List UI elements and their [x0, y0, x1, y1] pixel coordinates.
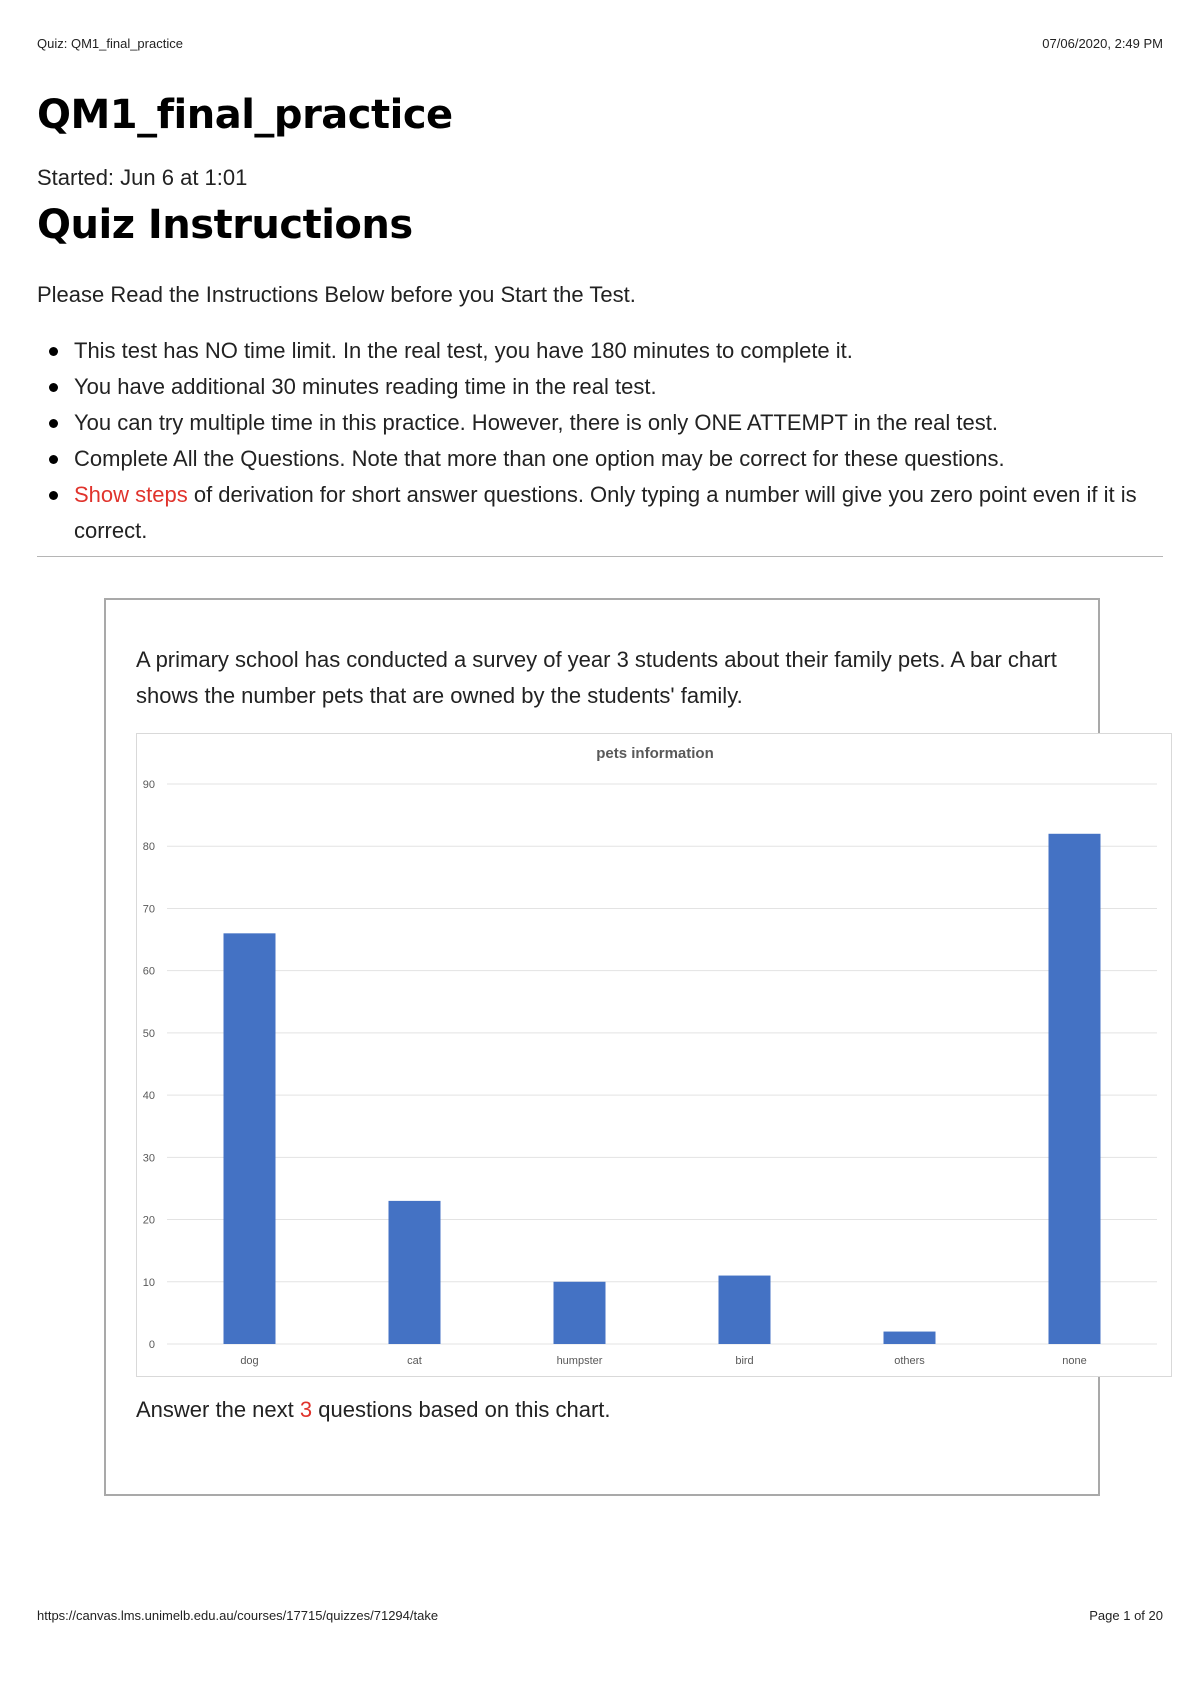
- chart-svg: [137, 734, 1173, 1378]
- x-tick-label: others: [894, 1355, 925, 1367]
- print-header-datetime: 07/06/2020, 2:49 PM: [1042, 36, 1163, 51]
- x-tick-label: none: [1062, 1355, 1087, 1367]
- bar-humpster: [554, 1282, 606, 1344]
- bar-dog: [224, 933, 276, 1344]
- quiz-title: QM1_final_practice: [37, 92, 453, 138]
- page-number: Page 1 of 20: [1089, 1608, 1163, 1623]
- question-text: A primary school has conducted a survey of year 3 students about their family pets. A bar chart shows the number pets that are owned by the students' family.: [136, 647, 1057, 708]
- print-header-title: Quiz: QM1_final_practice: [37, 36, 183, 51]
- y-tick-label: 50: [142, 1027, 155, 1040]
- y-tick-label: 30: [142, 1152, 155, 1165]
- x-tick-label: dog: [240, 1355, 259, 1367]
- instructions-intro: Please Read the Instructions Below before you Start the Test.: [37, 282, 636, 307]
- y-tick-label: 90: [142, 779, 155, 791]
- y-tick-label: 80: [142, 841, 155, 854]
- instruction-item: [37, 477, 1177, 549]
- instruction-item-text: of derivation for short answer questions. Only typing a number will give you zero point even if it is correct.: [74, 482, 1137, 543]
- quiz-started-time: Started: Jun 6 at 1:01: [37, 165, 248, 190]
- y-tick-label: 20: [142, 1214, 155, 1227]
- y-tick-label: 60: [142, 965, 155, 978]
- answer-count: 3: [299, 1397, 313, 1422]
- chart-title: pets information: [596, 745, 714, 762]
- instruction-item: Complete All the Questions. Note that more than one option may be correct for these questions.: [37, 441, 1177, 477]
- instructions-heading: Quiz Instructions: [37, 202, 413, 248]
- instruction-item: You can try multiple time in this practice. However, there is only ONE ATTEMPT in the real test.: [37, 405, 1177, 441]
- bar-bird: [719, 1276, 771, 1344]
- print-header: [37, 36, 1163, 52]
- y-tick-label: 70: [142, 903, 155, 916]
- x-tick-label: bird: [735, 1355, 754, 1367]
- instructions-list: [37, 333, 1177, 549]
- bar-none: [1049, 834, 1101, 1344]
- instruction-item: You have additional 30 minutes reading time in the real test.: [37, 369, 1177, 405]
- y-tick-label: 10: [142, 1276, 155, 1289]
- instruction-item: This test has NO time limit. In the real test, you have 180 minutes to complete it.: [37, 333, 1177, 369]
- x-tick-label: humpster: [556, 1355, 603, 1367]
- answer-prefix: Answer the next: [136, 1397, 300, 1422]
- y-tick-label: 0: [148, 1339, 155, 1351]
- show-steps-highlight: Show steps: [74, 482, 188, 507]
- section-divider: [37, 556, 1163, 557]
- bar-chart: [136, 733, 1172, 1377]
- page-url: https://canvas.lms.unimelb.edu.au/courses/17715/quizzes/71294/take: [37, 1608, 439, 1623]
- y-tick-label: 40: [142, 1090, 155, 1103]
- x-tick-label: cat: [407, 1355, 422, 1367]
- bar-others: [884, 1332, 936, 1344]
- answer-instructions: [136, 1397, 611, 1423]
- answer-suffix: questions based on this chart.: [312, 1397, 611, 1422]
- bar-cat: [389, 1201, 441, 1344]
